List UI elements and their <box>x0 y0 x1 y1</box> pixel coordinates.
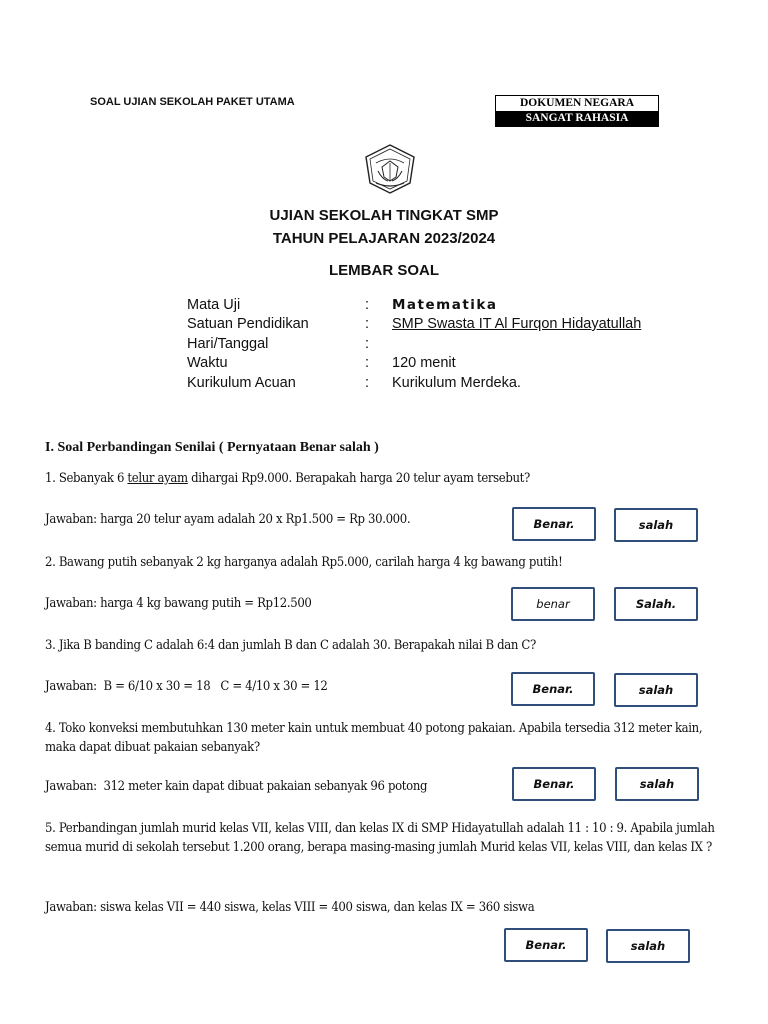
q4-true-button[interactable]: Benar. <box>512 767 596 801</box>
question-3: 3. Jika B banding C adalah 6:4 dan jumlah B dan C adalah 30. Berapakah nilai B dan C? <box>45 638 536 653</box>
question-4: 4. Toko konveksi membutuhkan 130 meter kain untuk membuat 40 potong pakaian. Apabila tersedia 312 meter kain, maka dapat dibuat pakaian sebanyak? <box>45 721 703 755</box>
meta-label-school: Satuan Pendidikan <box>187 316 309 332</box>
title-line-1: UJIAN SEKOLAH TINGKAT SMP <box>269 207 499 224</box>
meta-colon: : <box>365 355 370 371</box>
title-line-2: TAHUN PELAJARAN 2023/2024 <box>272 230 496 247</box>
question-1-text-pre: 1. Sebanyak 6 <box>45 471 128 486</box>
meta-value-school: SMP Swasta IT Al Furqon Hidayatullah <box>392 316 642 332</box>
question-2: 2. Bawang putih sebanyak 2 kg harganya adalah Rp5.000, carilah harga 4 kg bawang putih! <box>45 555 563 570</box>
q5-false-button[interactable]: salah <box>606 929 690 963</box>
q4-false-button[interactable]: salah <box>615 767 699 801</box>
question-5: 5. Perbandingan jumlah murid kelas VII, kelas VIII, dan kelas IX di SMP Hidayatullah adalah 11 : 10 : 9. Apabila jumlah semua murid di sekolah tersebut 1.200 orang, berapa masing-masing jumlah Murid kelas VII, kelas VIII, dan kelas IX ? <box>45 821 715 855</box>
meta-value-curriculum: Kurikulum Merdeka. <box>392 375 521 391</box>
q2-false-button[interactable]: Salah. <box>614 587 698 621</box>
meta-colon: : <box>365 297 370 313</box>
stamp-line-2: SANGAT RAHASIA <box>496 111 658 126</box>
meta-label-time: Waktu <box>187 355 228 371</box>
emblem-logo-icon <box>362 143 418 195</box>
meta-colon: : <box>365 316 370 332</box>
stamp-line-1: DOKUMEN NEGARA <box>496 96 658 111</box>
question-1 <box>45 470 735 489</box>
classification-stamp <box>495 95 659 127</box>
answer-4: Jawaban: 312 meter kain dapat dibuat pakaian sebanyak 96 potong <box>45 779 428 794</box>
answer-5: Jawaban: siswa kelas VII = 440 siswa, kelas VIII = 400 siswa, dan kelas IX = 360 siswa <box>45 900 535 915</box>
header-left-title: SOAL UJIAN SEKOLAH PAKET UTAMA <box>90 96 295 108</box>
meta-colon: : <box>365 336 370 352</box>
meta-label-curriculum: Kurikulum Acuan <box>187 375 296 391</box>
q3-false-button[interactable]: salah <box>614 673 698 707</box>
q2-true-button[interactable]: benar <box>511 587 595 621</box>
meta-label-date: Hari/Tanggal <box>187 336 269 352</box>
meta-colon: : <box>365 375 370 391</box>
title-line-3: LEMBAR SOAL <box>329 262 439 279</box>
meta-value-time: 120 menit <box>392 355 456 371</box>
question-1-text-post: dihargai Rp9.000. Berapakah harga 20 telur ayam tersebut? <box>187 471 530 486</box>
q5-true-button[interactable]: Benar. <box>504 928 588 962</box>
answer-3: Jawaban: B = 6/10 x 30 = 18 C = 4/10 x 30 = 12 <box>45 679 328 694</box>
section-title: I. Soal Perbandingan Senilai ( Pernyataan Benar salah ) <box>45 440 379 455</box>
q3-true-button[interactable]: Benar. <box>511 672 595 706</box>
question-1-underlined: telur ayam <box>127 471 188 486</box>
meta-value-subject: Matematika <box>392 297 498 313</box>
answer-2: Jawaban: harga 4 kg bawang putih = Rp12.500 <box>45 596 312 611</box>
q1-true-button[interactable]: Benar. <box>512 507 596 541</box>
meta-label-subject: Mata Uji <box>187 297 241 313</box>
answer-1: Jawaban: harga 20 telur ayam adalah 20 x Rp1.500 = Rp 30.000. <box>45 512 411 527</box>
q1-false-button[interactable]: salah <box>614 508 698 542</box>
